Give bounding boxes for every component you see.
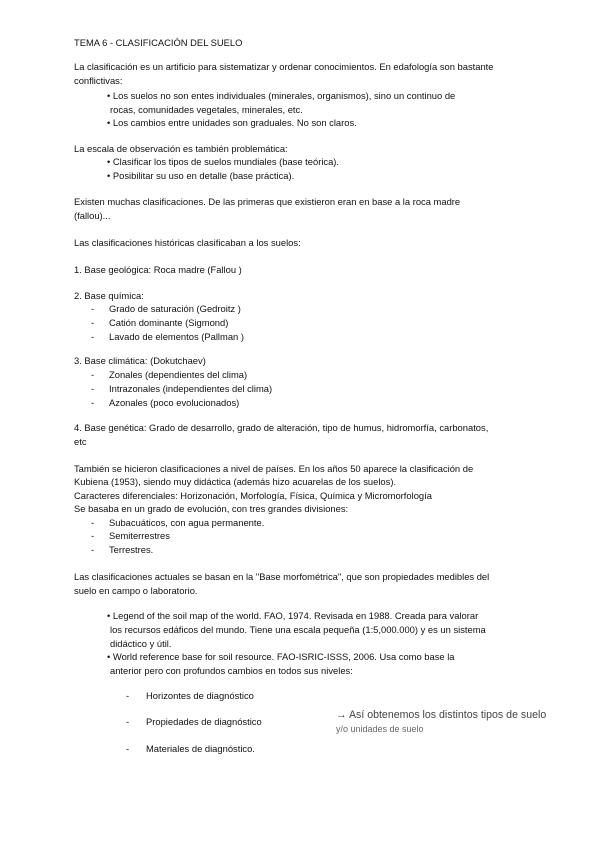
quimica-item: Catión dominante (Sigmond) bbox=[109, 317, 229, 328]
climatica-item: Zonales (dependientes del clima) bbox=[109, 369, 248, 380]
intro-bullet: • Los cambios entre unidades son graduales. No son claros. bbox=[107, 117, 357, 128]
division-item: Terrestres. bbox=[109, 544, 154, 555]
wrb-line: • World reference base for soil resource. FAO-ISRIC-ISSS, 2006. Usa como base la bbox=[107, 651, 455, 662]
dash-bullet: - bbox=[91, 369, 95, 380]
intro-bullet: • Los suelos no son entes individuales (minerales, organismos), sino un continuo de bbox=[107, 90, 456, 101]
scale-line: La escala de observación es también problemática: bbox=[74, 143, 288, 154]
quimica-item: Lavado de elementos (Pallman ) bbox=[109, 331, 244, 342]
dash-bullet: - bbox=[91, 530, 95, 541]
page-title: TEMA 6 - CLASIFICACIÓN DEL SUELO bbox=[74, 37, 243, 48]
quimica-item: Grado de saturación (Gedroitz ) bbox=[109, 303, 241, 314]
base-geologica: 1. Base geológica: Roca madre (Fallou ) bbox=[74, 264, 242, 275]
base-genetica-line-1: 4. Base genética: Grado de desarrollo, grado de alteración, tipo de humus, hidromorfía, carbonatos, bbox=[74, 422, 489, 433]
division-item: Subacuáticos, con agua permanente. bbox=[109, 517, 265, 528]
historic-line: Las clasificaciones históricas clasificaban a los suelos: bbox=[74, 237, 301, 248]
legend-line: didáctico y útil. bbox=[110, 638, 172, 649]
current-line-2: suelo en campo o laboratorio. bbox=[74, 585, 198, 596]
division-item: Semiterrestres bbox=[109, 530, 170, 541]
intro-line-2: conflictivas: bbox=[74, 75, 123, 86]
many-line-2: (fallou)... bbox=[74, 210, 111, 221]
diagnostic-level: Materiales de diagnóstico. bbox=[146, 743, 255, 754]
wrb-line: anterior pero con profundos cambios en todos sus niveles: bbox=[110, 665, 353, 676]
intro-bullet-cont: rocas, comunidades vegetales, minerales, etc. bbox=[110, 104, 303, 115]
base-quimica-heading: 2. Base química: bbox=[74, 290, 144, 301]
climatica-item: Intrazonales (independientes del clima) bbox=[109, 383, 273, 394]
countries-line-3: Caracteres diferenciales: Horizonación, Morfología, Física, Química y Micromorfología bbox=[74, 490, 432, 501]
legend-line: los recursos edáficos del mundo. Tiene una escala pequeña (1:5,000.000) y es un sistema bbox=[110, 624, 486, 635]
scale-bullet: • Clasificar los tipos de suelos mundiales (base teórica). bbox=[107, 156, 340, 167]
climatica-item: Azonales (poco evolucionados) bbox=[109, 397, 240, 408]
countries-line-2: Kubiena (1953), siendo muy didáctica (además hizo acuarelas de los suelos). bbox=[74, 476, 397, 487]
diagnostic-level: Propiedades de diagnóstico bbox=[146, 716, 262, 727]
note-line-2: y/o unidades de suelo bbox=[336, 724, 424, 734]
base-climatica-heading: 3. Base climática: (Dokutchaev) bbox=[74, 355, 206, 366]
dash-bullet: - bbox=[91, 383, 95, 394]
current-line-1: Las clasificaciones actuales se basan en la "Base morfométrica", que son propiedades medibles del bbox=[74, 571, 490, 582]
dash-bullet: - bbox=[91, 517, 95, 528]
diagnostic-level: Horizontes de diagnóstico bbox=[146, 690, 254, 701]
base-genetica-line-2: etc bbox=[74, 436, 87, 447]
many-line-1: Existen muchas clasificaciones. De las primeras que existieron eran en base a la roca madre bbox=[74, 196, 461, 207]
dash-bullet: - bbox=[126, 716, 130, 727]
note-line-1: → Así obtenemos los distintos tipos de suelo bbox=[336, 709, 547, 721]
countries-line-1: También se hicieron clasificaciones a nivel de países. En los años 50 aparece la clasificación de bbox=[74, 463, 474, 474]
intro-line-1: La clasificación es un artificio para sistematizar y ordenar conocimientos. En edafología son bastante bbox=[74, 61, 494, 72]
countries-line-4: Se basaba en un grado de evolución, con tres grandes divisiones: bbox=[74, 503, 349, 514]
dash-bullet: - bbox=[91, 303, 95, 314]
dash-bullet: - bbox=[91, 544, 95, 555]
legend-line: • Legend of the soil map of the world. FAO, 1974. Revisada en 1988. Creada para valorar bbox=[107, 610, 479, 621]
dash-bullet: - bbox=[91, 317, 95, 328]
scale-bullet: • Posibilitar su uso en detalle (base práctica). bbox=[107, 170, 295, 181]
dash-bullet: - bbox=[91, 331, 95, 342]
dash-bullet: - bbox=[126, 690, 130, 701]
dash-bullet: - bbox=[91, 397, 95, 408]
dash-bullet: - bbox=[126, 743, 130, 754]
